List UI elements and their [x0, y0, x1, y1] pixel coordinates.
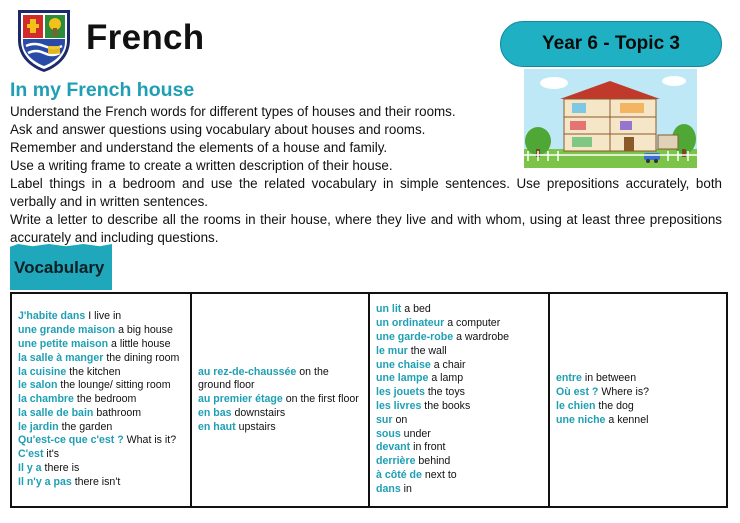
vocab-entry: [376, 317, 544, 331]
vocab-entry: [18, 338, 186, 352]
vocab-column-4: [550, 294, 726, 506]
vocab-english: the lounge/ sitting room: [57, 379, 171, 392]
vocab-french: une garde-robe: [376, 331, 454, 344]
vocab-english: a big house: [115, 324, 173, 337]
vocab-entry: [18, 407, 186, 421]
vocab-french: Il n'y a pas: [18, 475, 72, 488]
vocab-french: une lampe: [376, 372, 429, 385]
vocab-english: a computer: [444, 317, 501, 330]
vocab-entry: [376, 483, 544, 497]
vocab-english: a wardrobe: [453, 331, 510, 344]
vocab-french: dans: [376, 482, 401, 495]
vocab-french: au rez-de-chaussée: [198, 365, 297, 378]
vocab-entry: [556, 386, 722, 400]
year-topic-badge: [500, 21, 722, 67]
vocab-english: bathroom: [93, 406, 142, 419]
vocab-entry: [376, 455, 544, 469]
vocab-column-3: [370, 294, 550, 506]
vocab-english: downstairs: [231, 406, 286, 419]
vocab-french: une grande maison: [18, 324, 116, 337]
vocab-french: devant: [376, 441, 411, 454]
vocab-english: on the first floor: [282, 393, 359, 406]
vocab-entry: [556, 372, 722, 386]
vocab-entry: [198, 407, 364, 421]
vocab-english: Where is?: [598, 386, 650, 399]
vocabulary-heading: Vocabulary: [14, 258, 105, 277]
vocab-english: in between: [581, 372, 637, 385]
vocab-french: une chaise: [376, 358, 431, 371]
vocab-entry: [556, 414, 722, 428]
objective-item: Label things in a bedroom and use the related vocabulary in simple sentences. Use prepositions accurately, both verbally and in written sentences.: [10, 176, 722, 209]
vocab-french: Il y a: [18, 462, 42, 475]
vocab-french: la chambre: [18, 393, 74, 406]
vocab-entry: [18, 379, 186, 393]
vocab-english: there is: [41, 462, 80, 475]
objective-item: Ask and answer questions using vocabulary about houses and rooms.: [10, 122, 426, 137]
vocab-french: J'habite dans: [18, 310, 86, 323]
objective-item: Use a writing frame to create a written description of their house.: [10, 158, 393, 173]
vocab-english: the toys: [424, 386, 465, 399]
vocab-english: a bed: [401, 303, 431, 316]
vocab-entry: [18, 434, 186, 448]
vocab-entry: [198, 393, 364, 407]
vocab-english: the dining room: [103, 351, 180, 364]
vocab-french: un lit: [376, 303, 402, 316]
vocab-english: the bedroom: [73, 393, 137, 406]
vocab-entry: [376, 414, 544, 428]
vocab-french: C'est: [18, 448, 44, 461]
vocab-french: Qu'est-ce que c'est ?: [18, 434, 124, 447]
vocab-english: under: [400, 427, 431, 440]
vocab-entry: [376, 400, 544, 414]
vocab-entry: [18, 448, 186, 462]
vocab-entry: [376, 469, 544, 483]
topic-title: In my French house: [10, 79, 195, 101]
vocab-english: the dog: [595, 400, 634, 412]
vocab-french: au premier étage: [198, 393, 283, 406]
vocab-entry: [376, 331, 544, 345]
vocab-english: I live in: [85, 310, 122, 323]
vocab-english: on the ground floor: [198, 365, 329, 392]
vocab-french: la cuisine: [18, 365, 67, 378]
vocab-english: a kennel: [605, 413, 649, 426]
vocab-english: on: [392, 413, 408, 426]
vocab-english: it's: [43, 448, 60, 461]
vocab-column-1: [12, 294, 192, 506]
vocab-french: la salle de bain: [18, 406, 94, 419]
objective-item: Understand the French words for different types of houses and their rooms.: [10, 104, 456, 119]
vocab-entry: [376, 303, 544, 317]
vocab-entry: [198, 421, 364, 435]
vocab-entry: [18, 324, 186, 338]
vocab-english: the books: [421, 400, 471, 412]
vocab-french: le jardin: [18, 420, 59, 433]
vocab-french: en bas: [198, 406, 232, 419]
school-crest-icon: [14, 6, 74, 74]
vocab-entry: [18, 352, 186, 366]
vocab-english: a little house: [108, 337, 171, 350]
vocab-english: the wall: [407, 344, 447, 357]
vocab-entry: [376, 359, 544, 373]
vocab-english: behind: [415, 455, 451, 468]
vocab-entry: [18, 476, 186, 490]
vocab-english: in front: [410, 441, 446, 454]
vocab-entry: [376, 372, 544, 386]
vocab-english: in: [400, 482, 412, 495]
vocab-english: upstairs: [235, 420, 276, 433]
vocab-french: une niche: [556, 413, 606, 426]
vocab-french: derrière: [376, 455, 416, 468]
vocabulary-table: [10, 292, 728, 508]
vocab-english: there isn't: [71, 475, 121, 488]
vocab-french: le chien: [556, 400, 596, 412]
subject-title: French: [86, 18, 205, 57]
vocab-french: entre: [556, 372, 582, 385]
vocab-french: sous: [376, 427, 401, 440]
vocab-english: the kitchen: [66, 365, 121, 378]
vocab-entry: [198, 366, 364, 394]
vocab-french: le mur: [376, 344, 408, 357]
vocab-entry: [376, 428, 544, 442]
vocab-french: une petite maison: [18, 337, 109, 350]
vocab-entry: [18, 393, 186, 407]
vocab-english: a lamp: [428, 372, 464, 385]
year-topic-label: Year 6 - Topic 3: [542, 33, 680, 54]
vocab-french: à côté de: [376, 468, 422, 481]
vocab-english: What is it?: [123, 434, 177, 447]
vocab-entry: [18, 421, 186, 435]
learning-objectives: [10, 103, 722, 247]
vocab-english: a chair: [430, 358, 466, 371]
vocab-french: le salon: [18, 379, 58, 392]
vocab-french: un ordinateur: [376, 317, 445, 330]
vocab-french: Où est ?: [556, 386, 599, 399]
vocab-french: les jouets: [376, 386, 425, 399]
vocab-french: les livres: [376, 400, 422, 412]
vocab-french: la salle à manger: [18, 351, 104, 364]
vocab-entry: [18, 462, 186, 476]
vocab-entry: [376, 386, 544, 400]
vocab-english: next to: [421, 468, 457, 481]
vocab-entry: [376, 345, 544, 359]
vocab-entry: [556, 400, 722, 414]
vocab-french: sur: [376, 413, 393, 426]
vocab-english: the garden: [58, 420, 113, 433]
vocab-french: en haut: [198, 420, 236, 433]
vocab-entry: [18, 366, 186, 380]
objective-item: Remember and understand the elements of a house and family.: [10, 140, 388, 155]
vocab-entry: [376, 441, 544, 455]
objective-item: Write a letter to describe all the rooms in their house, where they live and with whom, using at least three prepositions accurately and including questions.: [10, 212, 722, 245]
vocab-entry: [18, 310, 186, 324]
vocab-column-2: [192, 294, 370, 506]
